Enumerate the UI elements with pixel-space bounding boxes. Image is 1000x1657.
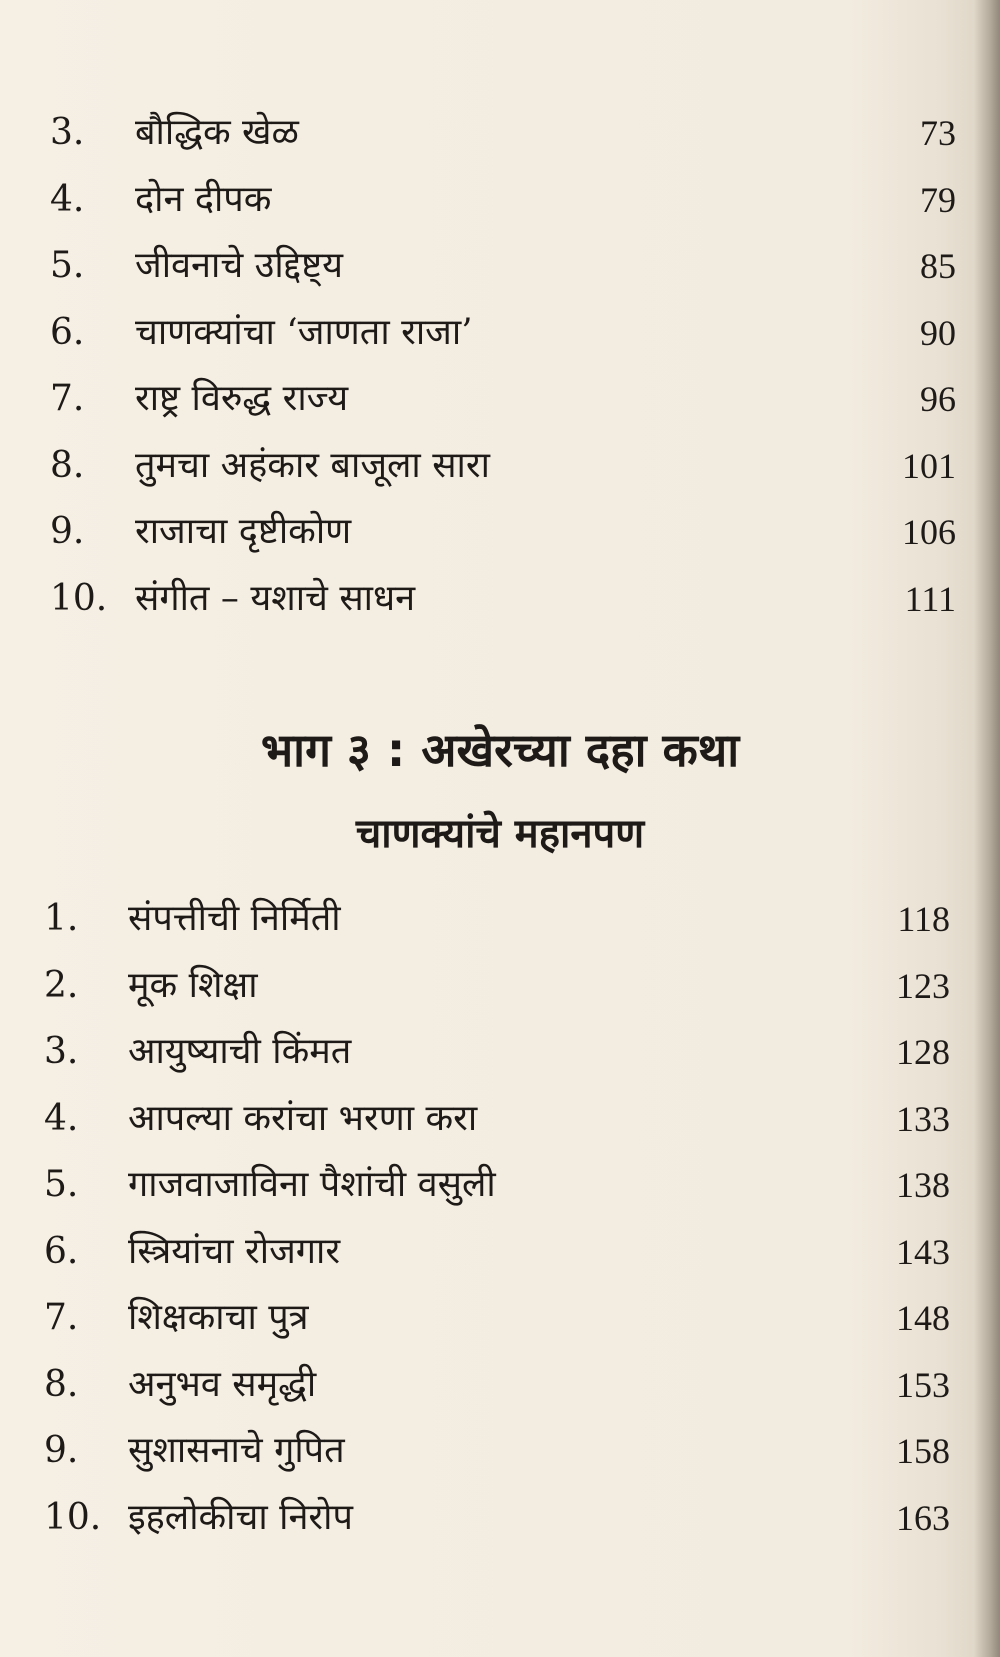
- entry-number: 6.: [44, 1230, 79, 1272]
- entry-number: 5.: [50, 245, 85, 286]
- entry-page-number: 138: [896, 1165, 950, 1205]
- toc-entry: [0, 953, 1000, 1020]
- entry-page-number: 111: [904, 578, 956, 619]
- entry-title: अनुभव समृद्धी: [128, 1363, 317, 1405]
- entry-number: 5.: [44, 1164, 79, 1205]
- entry-title: मूक शिक्षा: [128, 964, 258, 1006]
- toc-entry: [0, 300, 1000, 367]
- entry-number: 7.: [44, 1297, 79, 1338]
- entry-page-number: 163: [896, 1497, 950, 1538]
- entry-number: 10.: [44, 1496, 102, 1538]
- entry-number: 9.: [50, 511, 85, 552]
- entry-title: इहलोकीचा निरोप: [128, 1496, 353, 1538]
- toc-entry: [0, 1086, 1000, 1153]
- entry-title: राष्ट्र विरुद्ध राज्य: [135, 378, 349, 419]
- entry-number: 4.: [44, 1097, 79, 1139]
- entry-title: सुशासनाचे गुपित: [128, 1430, 345, 1471]
- entry-page-number: 79: [920, 179, 956, 220]
- toc-entry: [0, 499, 1000, 566]
- toc-entry: [0, 433, 1000, 500]
- entry-title: आपल्या करांचा भरणा करा: [128, 1097, 478, 1139]
- entry-title: गाजवाजाविना पैशांची वसुली: [128, 1164, 496, 1205]
- part-heading: भाग ३ : अखेरच्या दहा कथा: [260, 723, 740, 777]
- entry-number: 1.: [44, 898, 79, 939]
- toc-entry: [0, 100, 1000, 167]
- entry-page-number: 90: [920, 312, 956, 353]
- entry-number: 8.: [50, 444, 85, 486]
- toc-entry: [0, 1219, 1000, 1286]
- entry-page-number: 153: [896, 1364, 950, 1405]
- toc-entry: [0, 1352, 1000, 1419]
- entry-title: जीवनाचे उद्दिष्ट्य: [135, 245, 344, 286]
- entry-title: बौद्धिक खेळ: [135, 112, 299, 153]
- entry-title: दोन दीपक: [135, 178, 272, 220]
- entry-page-number: 101: [902, 445, 956, 486]
- entry-title: संगीत – यशाचे साधन: [135, 577, 416, 619]
- entry-number: 7.: [50, 378, 85, 419]
- entry-title: तुमचा अहंकार बाजूला सारा: [135, 444, 490, 486]
- toc-entry: [0, 1485, 1000, 1552]
- entry-page-number: 73: [920, 113, 956, 153]
- toc-entry: [0, 233, 1000, 300]
- entry-page-number: 128: [896, 1032, 950, 1072]
- entry-page-number: 96: [920, 379, 956, 419]
- entry-title: स्त्रियांचा रोजगार: [128, 1230, 341, 1272]
- part-subheading: चाणक्यांचे महानपण: [355, 811, 645, 857]
- entry-number: 8.: [44, 1363, 79, 1405]
- page-edge-shadow: [974, 0, 1000, 1657]
- entry-page-number: 123: [896, 965, 950, 1006]
- entry-title: आयुष्याची किंमत: [128, 1031, 352, 1072]
- entry-number: 10.: [50, 577, 108, 619]
- entry-number: 3.: [44, 1031, 79, 1072]
- toc-entry: [0, 1285, 1000, 1352]
- entry-number: 6.: [50, 311, 85, 353]
- toc-entry: [0, 1019, 1000, 1086]
- entry-title: शिक्षकाचा पुत्र: [128, 1297, 309, 1338]
- toc-list-part-2: [0, 100, 1000, 632]
- toc-list-part-3: [0, 886, 1000, 1551]
- toc-entry: [0, 1418, 1000, 1485]
- entry-number: 4.: [50, 178, 85, 220]
- entry-page-number: 133: [896, 1098, 950, 1139]
- entry-number: 3.: [50, 112, 85, 153]
- entry-number: 2.: [44, 964, 79, 1006]
- toc-entry: [0, 1152, 1000, 1219]
- entry-page-number: 85: [920, 246, 956, 286]
- toc-entry: [0, 566, 1000, 633]
- entry-title: संपत्तीची निर्मिती: [128, 898, 341, 939]
- entry-page-number: 118: [897, 899, 950, 939]
- entry-title: राजाचा दृष्टीकोण: [135, 511, 352, 552]
- entry-title: चाणक्यांचा ‘जाणता राजा’: [135, 311, 473, 353]
- toc-entry: [0, 167, 1000, 234]
- toc-entry: [0, 366, 1000, 433]
- entry-page-number: 143: [896, 1231, 950, 1272]
- entry-number: 9.: [44, 1430, 79, 1471]
- entry-page-number: 106: [902, 512, 956, 552]
- entry-page-number: 158: [896, 1431, 950, 1471]
- entry-page-number: 148: [896, 1298, 950, 1338]
- toc-entry: [0, 886, 1000, 953]
